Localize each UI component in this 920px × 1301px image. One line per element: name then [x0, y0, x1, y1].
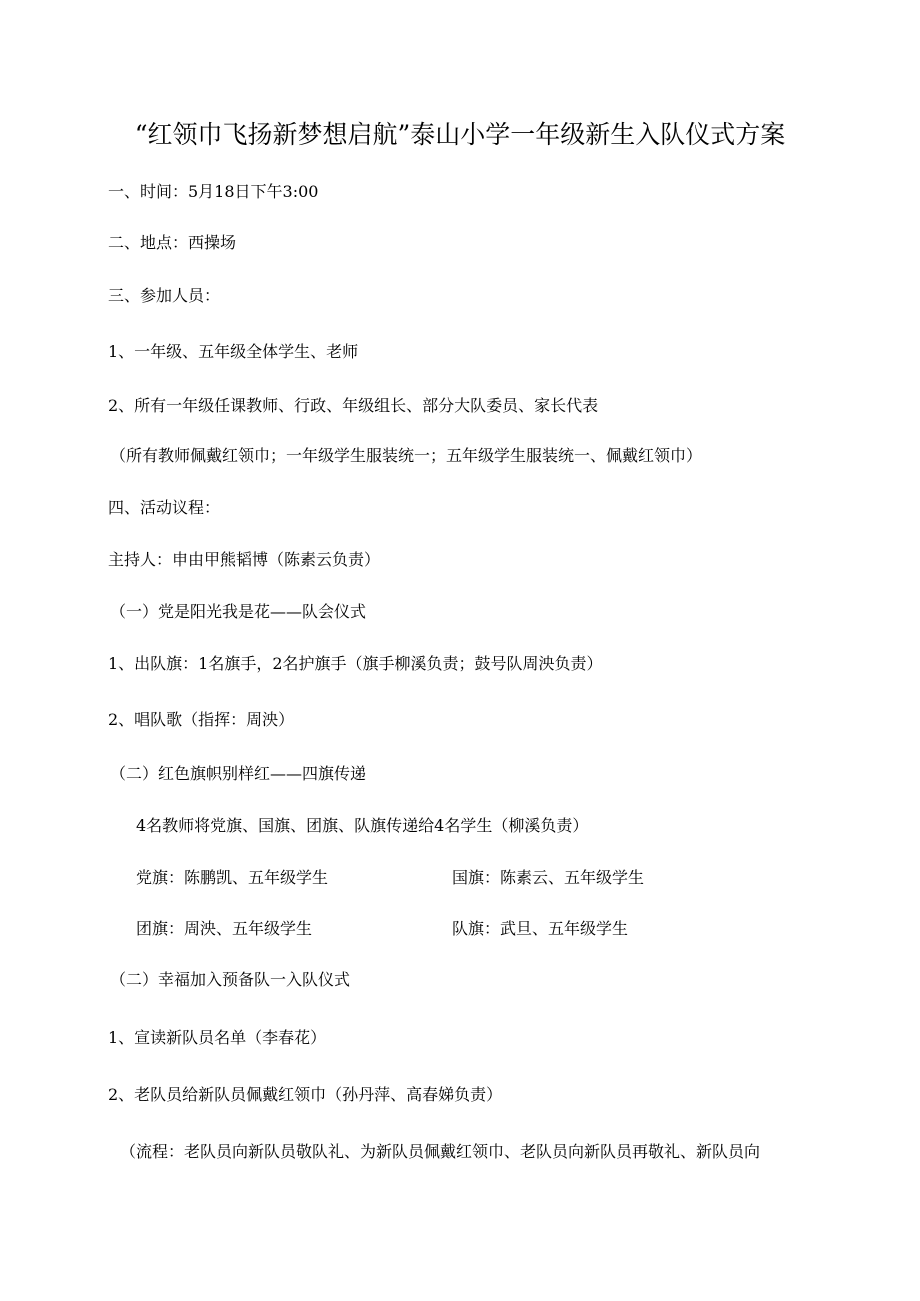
section-1-item-2: 2、唱队歌（指挥：周泱） — [108, 710, 295, 729]
flag-party-line: 党旗：陈鹏凯、五年级学生 — [136, 868, 329, 887]
section-1-item-1: 1、出队旗：1名旗手，2名护旗手（旗手柳溪负责；鼓号队周泱负责） — [108, 654, 603, 673]
section-3-heading: （二）幸福加入预备队一入队仪式 — [110, 970, 351, 989]
flow-note: （流程：老队员向新队员敬队礼、为新队员佩戴红领巾、老队员向新队员再敬礼、新队员向 — [120, 1142, 761, 1161]
section-3-item-2: 2、老队员给新队员佩戴红领巾（孙丹萍、高春娣负责） — [108, 1085, 503, 1104]
participants-item-1: 1、一年级、五年级全体学生、老师 — [108, 342, 359, 361]
section-2-description: 4名教师将党旗、国旗、团旗、队旗传递给4名学生（柳溪负责） — [136, 816, 589, 835]
dress-note: （所有教师佩戴红领巾；一年级学生服装统一；五年级学生服装统一、佩戴红领巾） — [110, 446, 703, 465]
section-3-item-1: 1、宣读新队员名单（李春花） — [108, 1028, 327, 1047]
flag-pioneer-line: 队旗：武旦、五年级学生 — [452, 919, 629, 938]
agenda-heading: 四、活动议程： — [108, 498, 221, 517]
document-title: “红领巾飞扬新梦想启航”泰山小学一年级新生入队仪式方案 — [134, 120, 786, 149]
flag-national-line: 国旗：陈素云、五年级学生 — [452, 868, 645, 887]
section-2-heading: （二）红色旗帜别样红——四旗传递 — [110, 764, 367, 783]
flag-league-line: 团旗：周泱、五年级学生 — [136, 919, 313, 938]
participants-heading: 三、参加人员： — [108, 286, 221, 305]
time-line: 一、时间：5月18日下午3:00 — [108, 182, 319, 201]
participants-item-2: 2、所有一年级任课教师、行政、年级组长、部分大队委员、家长代表 — [108, 396, 599, 415]
place-line: 二、地点：西操场 — [108, 233, 237, 252]
host-line: 主持人：申由甲熊韬博（陈素云负责） — [108, 550, 381, 569]
section-1-heading: （一）党是阳光我是花——队会仪式 — [110, 602, 367, 621]
